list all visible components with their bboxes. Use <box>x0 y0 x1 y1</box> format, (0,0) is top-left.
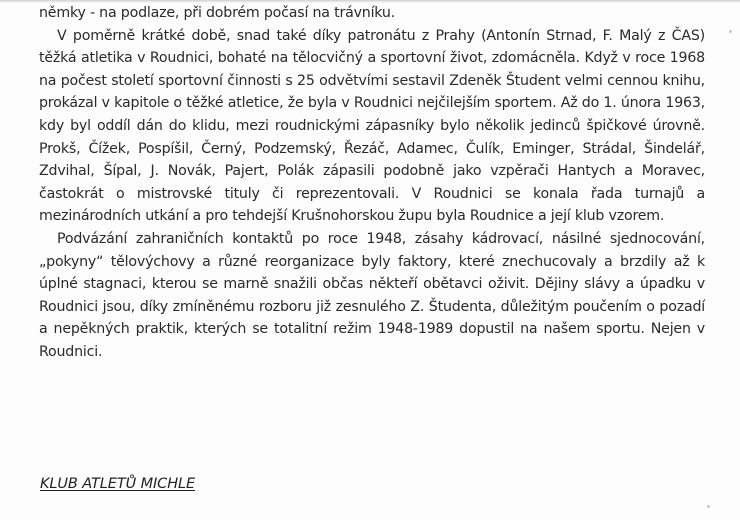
paragraph-decline: Podvázání zahraničních kontaktů po roce 1948, zásahy kádrovací, násilné sjednocování, „pokyny“ tělovýchovy a různé reorganizace byly faktory, které znechucovaly a brzdily až k úplné stagnaci, kterou se marně snažili občas někteří obětavci oživit. Dějiny slávy a úpadku v Roudnici jsou, díky zmíněnému rozboru již zesnulého Z. Študenta, důležitým poučením o pozadí a nepěkných praktik, kterých se totalitní režim 1948-1989 dopustil na našem sportu. Nejen v Roudnici. <box>39 230 705 360</box>
paragraph-weightlifting-history: V poměrně krátké době, snad také díky patronátu z Prahy (Antonín Strnad, F. Malý z ČAS) těžká atletika v Roudnici, bohaté na tělocvičný a sportovní život, zdomácněla. Když v roce 1968 na počest století sportovní činnosti s 25 odvětvími sestavil Zdeněk Študent velmi cennou knihu, prokázal v kapitole o těžké atletice, že byla v Roudnici nejčilejším sportem. Až do 1. února 1963, kdy byl oddíl dán do klidu, mezi roudnickými zápasníky bylo několik jedinců špičkové úrovně. Prokš, Čížek, Pospíšil, Černý, Podzemský, Řezáč, Adamec, Čulík, Eminger, Strádal, Šindelář, Zdvihal, Šípal, J. Novák, Pajert, Polák zápasili podobně jako vzpěrači Hantych a Moravec, častokrát o mistrovské tituly či reprezentovali. V Roudnici se konala řada turnajů a mezinárodních utkání a pro tehdejší Krušnohorskou župu byla Roudnice a její klub vzorem. <box>39 27 705 225</box>
scan-speckle <box>707 505 710 508</box>
section-heading: KLUB ATLETŮ MICHLE <box>40 476 196 492</box>
scan-speckle <box>729 30 732 33</box>
body-text <box>39 2 705 364</box>
paragraph-fragment: němky - na podlaze, při dobrém počasí na trávníku. <box>39 5 395 21</box>
